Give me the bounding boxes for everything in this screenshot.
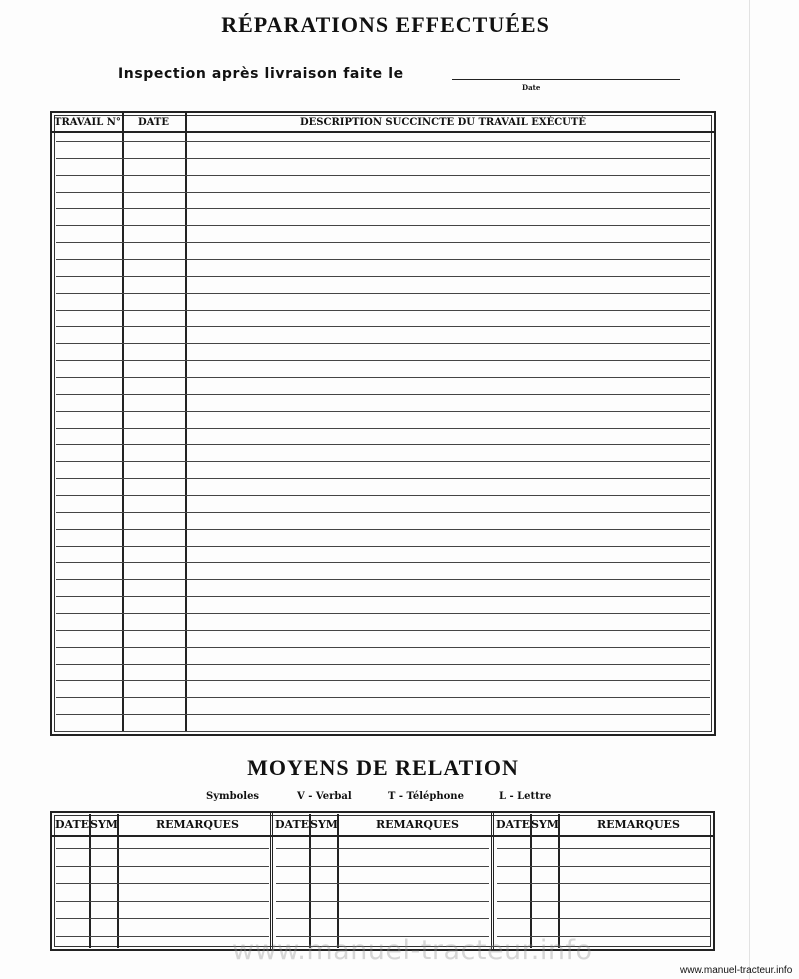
relations-header-remarques: REMARQUES (597, 818, 680, 831)
repairs-row-line (56, 714, 710, 715)
repairs-row-line (56, 394, 710, 395)
relations-row-line (276, 901, 489, 902)
relations-column-divider (309, 814, 311, 948)
repairs-header-travail: TRAVAIL N° (54, 117, 121, 128)
symbol-telephone: T - Téléphone (388, 791, 464, 802)
symbol-lettre: L - Lettre (499, 791, 552, 802)
repairs-column-divider (122, 113, 124, 732)
repairs-row-line (56, 596, 710, 597)
relations-header-date: DATE (55, 818, 90, 831)
relations-row-line (497, 918, 710, 919)
relations-row-line (497, 866, 710, 867)
relations-row-line (276, 918, 489, 919)
repairs-row-line (56, 326, 710, 327)
repairs-row-line (56, 478, 710, 479)
repairs-row-line (56, 293, 710, 294)
page-edge-divider (749, 0, 750, 979)
repairs-row-line (56, 512, 710, 513)
relations-header-sym: SYM (310, 818, 338, 831)
relations-row-line (56, 918, 269, 919)
relations-header-rule (52, 835, 713, 837)
relations-group-divider (270, 813, 273, 949)
relations-row-line (56, 883, 269, 884)
repairs-row-line (56, 259, 710, 260)
symbol-verbal: V - Verbal (297, 791, 352, 802)
symbols-label: Symboles (206, 791, 260, 802)
relations-row-line (56, 866, 269, 867)
repairs-row-line (56, 276, 710, 277)
repairs-row-line (56, 175, 710, 176)
repairs-row-line (56, 158, 710, 159)
repairs-row-line (56, 731, 710, 732)
repairs-row-line (56, 428, 710, 429)
repairs-header-date: DATE (138, 117, 169, 128)
relations-header-remarques: REMARQUES (376, 818, 459, 831)
repairs-table (50, 111, 716, 736)
relations-row-line (276, 883, 489, 884)
relations-column-divider (530, 814, 532, 948)
inspection-label: Inspection après livraison faite le (118, 66, 404, 82)
relations-row-line (497, 848, 710, 849)
relations-header-sym: SYM (531, 818, 559, 831)
repairs-row-line (56, 310, 710, 311)
relations-row-line (56, 848, 269, 849)
repairs-header-description: DESCRIPTION SUCCINCTE DU TRAVAIL EXÉCUTÉ (300, 117, 586, 128)
repairs-row-line (56, 546, 710, 547)
footer-site-url: www.manuel-tracteur.info (680, 965, 793, 976)
repairs-row-line (56, 697, 710, 698)
repairs-row-line (56, 141, 710, 142)
repairs-row-line (56, 242, 710, 243)
repairs-row-line (56, 225, 710, 226)
repairs-row-line (56, 630, 710, 631)
repairs-row-line (56, 192, 710, 193)
repairs-row-line (56, 529, 710, 530)
inspection-date-field[interactable] (452, 79, 680, 80)
repairs-row-line (56, 613, 710, 614)
repairs-row-line (56, 680, 710, 681)
relations-row-line (497, 901, 710, 902)
watermark: www.manuel-tracteur.info (232, 935, 593, 966)
repairs-header-rule (52, 131, 714, 133)
relations-header-sym: SYM (90, 818, 118, 831)
repairs-row-line (56, 411, 710, 412)
relations-row-line (276, 848, 489, 849)
repairs-row-line (56, 664, 710, 665)
relations-column-divider (117, 814, 119, 948)
repairs-row-line (56, 461, 710, 462)
relations-table (50, 811, 715, 951)
repairs-row-line (56, 495, 710, 496)
repairs-row-line (56, 360, 710, 361)
repairs-row-line (56, 208, 710, 209)
relations-header-date: DATE (496, 818, 531, 831)
repairs-row-line (56, 377, 710, 378)
relations-column-divider (89, 814, 91, 948)
relations-row-line (497, 883, 710, 884)
page-title: RÉPARATIONS EFFECTUÉES (221, 12, 550, 37)
relations-group-divider (491, 813, 494, 949)
repairs-row-line (56, 647, 710, 648)
repairs-row-line (56, 444, 710, 445)
repairs-row-line (56, 562, 710, 563)
relations-row-line (276, 866, 489, 867)
relations-column-divider (337, 814, 339, 948)
repairs-row-line (56, 579, 710, 580)
relations-header-date: DATE (275, 818, 310, 831)
relations-row-line (56, 901, 269, 902)
relations-column-divider (558, 814, 560, 948)
inspection-date-caption: Date (522, 83, 541, 92)
repairs-row-line (56, 343, 710, 344)
relations-header-remarques: REMARQUES (156, 818, 239, 831)
repairs-column-divider (185, 113, 187, 732)
relations-title: MOYENS DE RELATION (247, 755, 519, 780)
